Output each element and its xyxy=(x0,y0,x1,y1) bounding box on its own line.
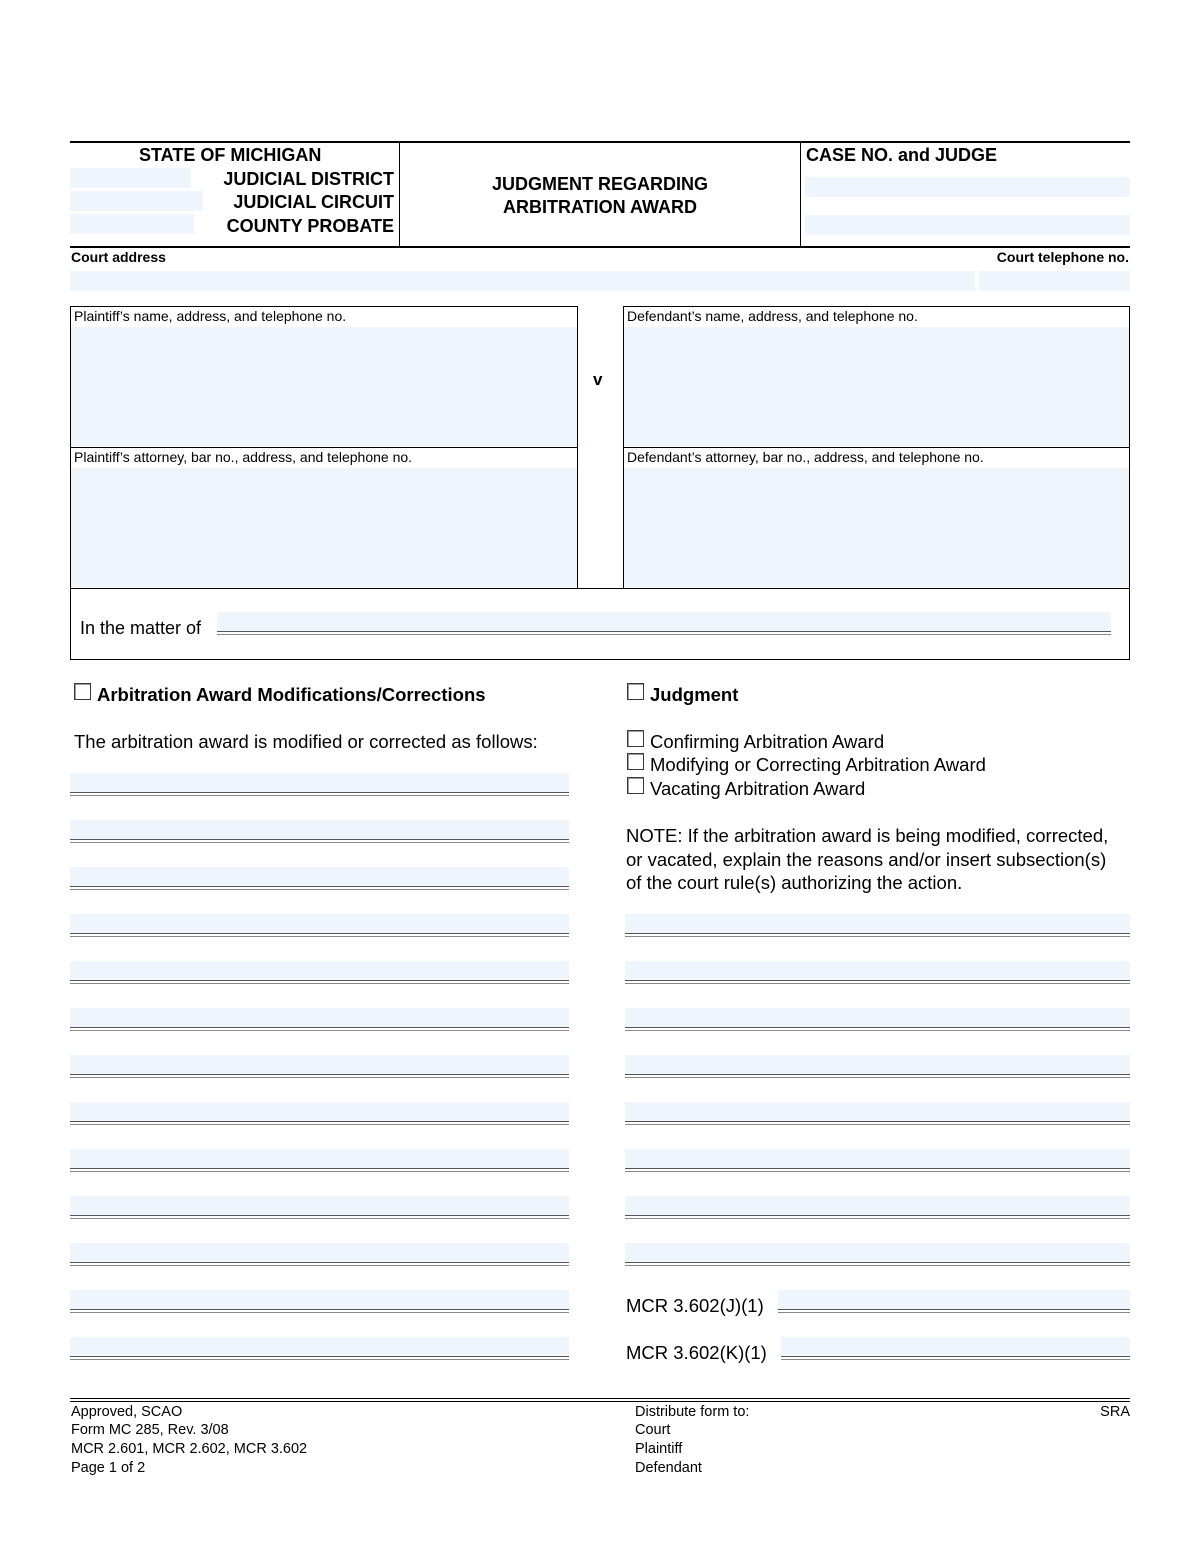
vacating-label: Vacating Arbitration Award xyxy=(650,778,866,799)
modification-line[interactable] xyxy=(70,773,569,793)
reason-line[interactable] xyxy=(625,1055,1130,1075)
court-telephone-field[interactable] xyxy=(979,271,1130,291)
modification-line[interactable] xyxy=(70,1149,569,1169)
case-no-field[interactable] xyxy=(805,177,1130,197)
defendant-label: Defendant’s name, address, and telephone no. xyxy=(627,308,918,324)
defendant-field[interactable] xyxy=(624,327,1129,446)
county-probate-label: COUNTY PROBATE xyxy=(226,216,394,236)
reason-line[interactable] xyxy=(625,1243,1130,1263)
footer-distribute: Distribute form to: xyxy=(635,1404,750,1420)
note-line1: NOTE: If the arbitration award is being modified, corrected, xyxy=(626,825,1109,846)
modifications-intro: The arbitration award is modified or corrected as follows: xyxy=(74,731,538,752)
modifications-checkbox[interactable] xyxy=(74,683,91,700)
header-divider-right xyxy=(800,142,801,247)
matter-field[interactable] xyxy=(217,612,1111,632)
header-bottom-rule xyxy=(70,246,1130,248)
form-title-line2: ARBITRATION AWARD xyxy=(503,197,697,217)
footer-rule-bottom xyxy=(70,1401,1130,1402)
reason-line[interactable] xyxy=(625,914,1130,934)
modification-line[interactable] xyxy=(70,1290,569,1310)
footer-rule-top xyxy=(70,1398,1130,1399)
header-top-rule xyxy=(70,141,1130,143)
modifying-label: Modifying or Correcting Arbitration Award xyxy=(650,754,986,775)
modification-line[interactable] xyxy=(70,1337,569,1357)
note-line2: or vacated, explain the reasons and/or insert subsection(s) xyxy=(626,849,1107,870)
probate-field[interactable] xyxy=(70,214,194,234)
mcr-k-field[interactable] xyxy=(781,1337,1130,1357)
versus-label: v xyxy=(593,370,603,389)
reason-line[interactable] xyxy=(625,1008,1130,1028)
court-telephone-label: Court telephone no. xyxy=(996,249,1129,265)
judicial-circuit-label: JUDICIAL CIRCUIT xyxy=(233,192,394,212)
note-line3: of the court rule(s) authorizing the action. xyxy=(626,872,963,893)
footer-code: SRA xyxy=(1100,1404,1130,1420)
judgment-checkbox[interactable] xyxy=(627,683,644,700)
defendant-attorney-field[interactable] xyxy=(624,468,1129,587)
modification-line[interactable] xyxy=(70,1055,569,1075)
mcr-k-label: MCR 3.602(K)(1) xyxy=(626,1342,767,1363)
mcr-j-field[interactable] xyxy=(778,1290,1130,1310)
footer-dist-plaintiff: Plaintiff xyxy=(635,1441,683,1457)
state-of-michigan: STATE OF MICHIGAN xyxy=(139,145,322,165)
reason-line[interactable] xyxy=(625,1196,1130,1216)
plaintiff-field[interactable] xyxy=(71,327,577,446)
modification-line[interactable] xyxy=(70,820,569,840)
modification-line[interactable] xyxy=(70,1102,569,1122)
judicial-district-label: JUDICIAL DISTRICT xyxy=(223,169,394,189)
mcr-j-label: MCR 3.602(J)(1) xyxy=(626,1295,764,1316)
reason-line[interactable] xyxy=(625,961,1130,981)
court-address-field[interactable] xyxy=(70,271,975,291)
reason-line[interactable] xyxy=(625,1149,1130,1169)
circuit-field[interactable] xyxy=(70,191,203,211)
footer-dist-court: Court xyxy=(635,1422,671,1438)
reason-line[interactable] xyxy=(625,1102,1130,1122)
modification-line[interactable] xyxy=(70,1196,569,1216)
plaintiff-box-divider xyxy=(70,447,578,448)
confirming-label: Confirming Arbitration Award xyxy=(650,731,885,752)
footer-approved: Approved, SCAO xyxy=(71,1404,183,1420)
modification-line[interactable] xyxy=(70,914,569,934)
matter-label: In the matter of xyxy=(80,618,202,638)
plaintiff-attorney-label: Plaintiff’s attorney, bar no., address, and telephone no. xyxy=(74,449,413,465)
court-address-label: Court address xyxy=(71,249,166,265)
modification-line[interactable] xyxy=(70,1008,569,1028)
modification-line[interactable] xyxy=(70,1243,569,1263)
footer-form: Form MC 285, Rev. 3/08 xyxy=(71,1422,229,1438)
modifications-heading: Arbitration Award Modifications/Corrections xyxy=(97,684,486,705)
plaintiff-attorney-field[interactable] xyxy=(71,468,577,587)
case-no-judge-label: CASE NO. and JUDGE xyxy=(806,145,998,165)
judge-field[interactable] xyxy=(805,215,1130,235)
confirming-checkbox[interactable] xyxy=(627,730,644,747)
district-field[interactable] xyxy=(70,168,191,188)
defendant-attorney-label: Defendant’s attorney, bar no., address, and telephone no. xyxy=(627,449,984,465)
vacating-checkbox[interactable] xyxy=(627,777,644,794)
modification-line[interactable] xyxy=(70,867,569,887)
footer-rules: MCR 2.601, MCR 2.602, MCR 3.602 xyxy=(71,1441,308,1457)
plaintiff-label: Plaintiff’s name, address, and telephone no. xyxy=(74,308,347,324)
modification-line[interactable] xyxy=(70,961,569,981)
defendant-box-divider xyxy=(623,447,1130,448)
footer-page: Page 1 of 2 xyxy=(71,1460,146,1476)
form-title-line1: JUDGMENT REGARDING xyxy=(491,174,708,194)
judgment-heading: Judgment xyxy=(650,684,739,705)
footer-dist-defendant: Defendant xyxy=(635,1460,702,1476)
modifying-checkbox[interactable] xyxy=(627,753,644,770)
